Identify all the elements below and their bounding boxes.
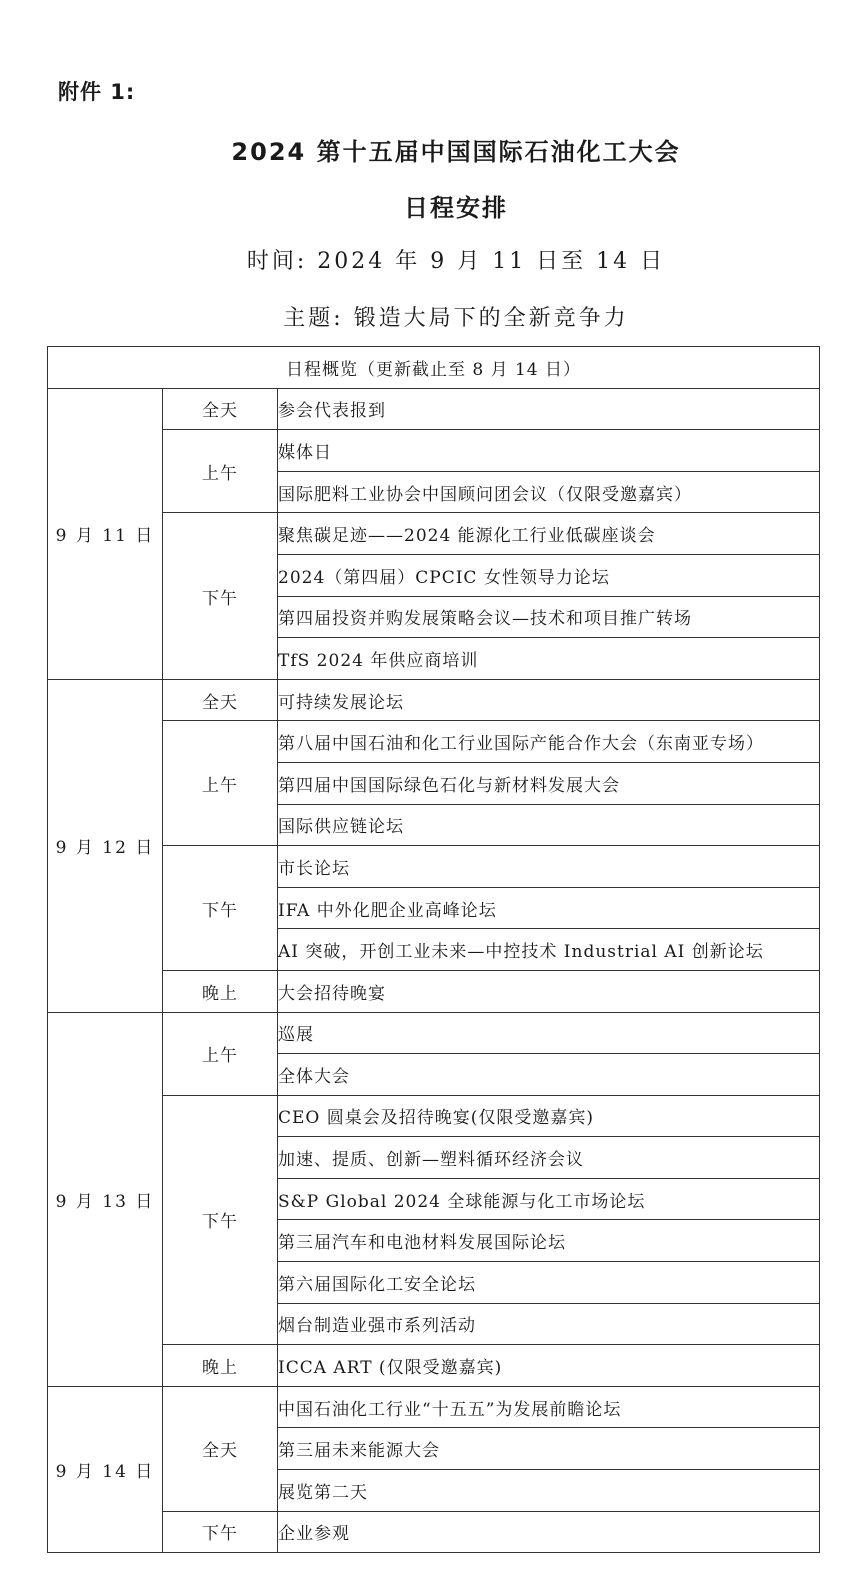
document-subtitle: 日程安排 — [404, 194, 508, 222]
event-cell: 第三届未来能源大会 — [278, 1428, 820, 1470]
event-time: 时间: 2024 年 9 月 11 日至 14 日 — [246, 249, 666, 274]
period-cell: 下午 — [163, 513, 278, 679]
table-row — [48, 513, 820, 555]
period-cell: 全天 — [163, 1386, 278, 1511]
event-cell: 第四届投资并购发展策略会议—技术和项目推广转场 — [278, 596, 820, 638]
period-cell: 上午 — [163, 1012, 278, 1095]
event-cell: ICCA ART (仅限受邀嘉宾) — [278, 1345, 820, 1387]
event-cell: 全体大会 — [278, 1054, 820, 1096]
day-date-cell: 9 月 13 日 — [48, 1012, 163, 1386]
table-row — [48, 1345, 820, 1387]
event-cell: 市长论坛 — [278, 846, 820, 888]
period-cell: 全天 — [163, 679, 278, 721]
day-date-cell: 9 月 12 日 — [48, 679, 163, 1012]
event-cell: TfS 2024 年供应商培训 — [278, 638, 820, 680]
table-row — [48, 1511, 820, 1553]
attachment-label: 附件 1: — [58, 80, 136, 104]
event-cell: 烟台制造业强市系列活动 — [278, 1303, 820, 1345]
event-cell: CEO 圆桌会及招待晚宴(仅限受邀嘉宾) — [278, 1095, 820, 1137]
period-cell: 上午 — [163, 721, 278, 846]
period-cell: 下午 — [163, 846, 278, 971]
event-cell: 展览第二天 — [278, 1470, 820, 1512]
event-cell: 第六届国际化工安全论坛 — [278, 1262, 820, 1304]
period-cell: 晚上 — [163, 1345, 278, 1387]
event-cell: 第四届中国国际绿色石化与新材料发展大会 — [278, 762, 820, 804]
event-cell: 国际供应链论坛 — [278, 804, 820, 846]
schedule-table — [47, 346, 820, 1553]
period-cell: 下午 — [163, 1511, 278, 1553]
table-row — [48, 430, 820, 472]
event-cell: 媒体日 — [278, 430, 820, 472]
document-title: 2024 第十五届中国国际石油化工大会 — [231, 138, 681, 166]
event-cell: 可持续发展论坛 — [278, 679, 820, 721]
table-row — [48, 679, 820, 721]
table-row — [48, 846, 820, 888]
table-row — [48, 721, 820, 763]
table-header-row — [48, 347, 820, 389]
event-cell: 聚焦碳足迹——2024 能源化工行业低碳座谈会 — [278, 513, 820, 555]
table-row — [48, 1012, 820, 1054]
event-cell: 企业参观 — [278, 1511, 820, 1553]
table-row — [48, 970, 820, 1012]
event-cell: 第三届汽车和电池材料发展国际论坛 — [278, 1220, 820, 1262]
event-cell: 巡展 — [278, 1012, 820, 1054]
event-cell: 2024（第四届）CPCIC 女性领导力论坛 — [278, 554, 820, 596]
event-cell: 大会招待晚宴 — [278, 970, 820, 1012]
event-theme: 主题: 锻造大局下的全新竞争力 — [283, 306, 629, 331]
period-cell: 下午 — [163, 1095, 278, 1345]
event-cell: 加速、提质、创新—塑料循环经济会议 — [278, 1137, 820, 1179]
period-cell: 晚上 — [163, 970, 278, 1012]
day-date-cell: 9 月 11 日 — [48, 388, 163, 679]
period-cell: 上午 — [163, 430, 278, 513]
table-row — [48, 1095, 820, 1137]
table-header: 日程概览（更新截止至 8 月 14 日） — [48, 347, 820, 389]
table-row — [48, 1386, 820, 1428]
day-date-cell: 9 月 14 日 — [48, 1386, 163, 1552]
event-cell: 第八届中国石油和化工行业国际产能合作大会（东南亚专场） — [278, 721, 820, 763]
event-cell: S&P Global 2024 全球能源与化工市场论坛 — [278, 1178, 820, 1220]
event-cell: 中国石油化工行业“十五五”为发展前瞻论坛 — [278, 1386, 820, 1428]
event-cell: 国际肥料工业协会中国顾问团会议（仅限受邀嘉宾） — [278, 471, 820, 513]
event-cell: 参会代表报到 — [278, 388, 820, 430]
table-row — [48, 388, 820, 430]
period-cell: 全天 — [163, 388, 278, 430]
event-cell: IFA 中外化肥企业高峰论坛 — [278, 887, 820, 929]
event-cell: AI 突破，开创工业未来—中控技术 Industrial AI 创新论坛 — [278, 929, 820, 971]
